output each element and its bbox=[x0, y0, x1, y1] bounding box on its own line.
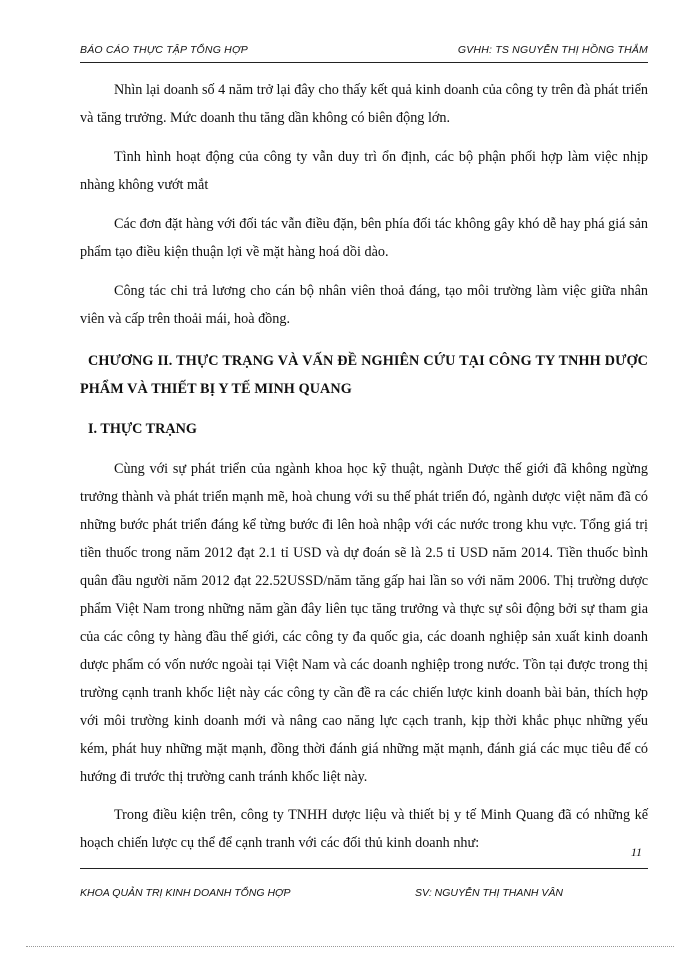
paragraph: Tình hình hoạt động của công ty vẫn duy trì ổn định, các bộ phận phối hợp làm việc nhịp nhàng không vướt mắt bbox=[80, 149, 648, 193]
paragraph: Các đơn đặt hàng với đối tác vẫn điều đặn, bên phía đối tác không gây khó dễ hay phá giá sản phẩm tạo điều kiện thuận lợi về mặt hàng hoá dồi dào. bbox=[80, 216, 648, 260]
page-footer bbox=[80, 845, 648, 911]
paragraph: Cùng với sự phát triển của ngành khoa học kỹ thuật, ngành Dược thế giới đã không ngừng trưởng thành và phát triển mạnh mẽ, hoà chung với su thế phát triển đó, ngành dược việt năm đã có những bước phát triển đáng kể từng bước đi lên hoà nhập với các nước trong khu vực. Tổng giá trị tiền thuốc trong năm 2012 đạt 2.1 tỉ USD và dự đoán sẽ là 2.5 tỉ USD năm 2014. Tiền thuốc bình quân đầu người năm 2012 đạt 22.52USSD/năm tăng gấp hai lần so với năm 2006. Thị trường dược phẩm Việt Nam trong những năm gần đây liên tục tăng trưởng và thực sự sôi động bởi sự tham gia của các công ty hàng đầu thế giới, các công ty đa quốc gia, các doanh nghiệp sản xuất kinh doanh dược phẩm có vốn nước ngoài tại Việt Nam và các doanh nghiệp trong nước. Tồn tại được trong thị trường cạnh tranh khốc liệt này các công ty cần đề ra các chiến lược kinh doanh bài bản, thích hợp với môi trường kinh doanh mới và nâng cao năng lực cạch tranh, kịp thời khắc phục những yếu kém, phát huy những mặt mạnh, đồng thời đánh giá những mặt mạnh, đánh giá các mục tiêu để có hướng đi trước thị trường canh tránh khốc liệt này. bbox=[80, 461, 648, 785]
footer-faculty: KHOA QUẢN TRỊ KINH DOANH TỔNG HỢP bbox=[80, 887, 291, 899]
footer-student: SV: NGUYỄN THỊ THANH VÂN bbox=[415, 887, 563, 899]
page-header bbox=[80, 40, 648, 63]
section-heading: I. THỰC TRẠNG bbox=[88, 421, 197, 437]
page-content bbox=[80, 76, 648, 867]
paragraph: Công tác chi trả lương cho cán bộ nhân viên thoả đáng, tạo môi trường làm việc giữa nhân viên và cấp trên thoải mái, hoà đồng. bbox=[80, 283, 648, 327]
header-supervisor: GVHH: TS NGUYỄN THỊ HỒNG THẮM bbox=[457, 44, 648, 56]
page-number: 11 bbox=[630, 845, 642, 859]
chapter-heading: CHƯƠNG II. THỰC TRẠNG VÀ VẤN ĐỀ NGHIÊN CỨU TẠI CÔNG TY TNHH DƯỢC PHẨM VÀ THIẾT BỊ Y TẾ MINH QUANG bbox=[80, 353, 648, 397]
paragraph: Nhìn lại doanh số 4 năm trở lại đây cho thấy kết quả kinh doanh của công ty trên đà phát triển và tăng trưởng. Mức doanh thu tăng dần không có biên động lớn. bbox=[80, 82, 648, 126]
paragraph: Trong điều kiện trên, công ty TNHH dược liệu và thiết bị y tế Minh Quang đã có những kế hoạch chiến lược cụ thể để cạnh tranh với các đối thủ kinh doanh như: bbox=[80, 807, 648, 851]
page-bottom-divider bbox=[26, 946, 674, 947]
header-report-title: BÁO CÁO THỰC TẬP TỔNG HỢP bbox=[80, 44, 248, 56]
